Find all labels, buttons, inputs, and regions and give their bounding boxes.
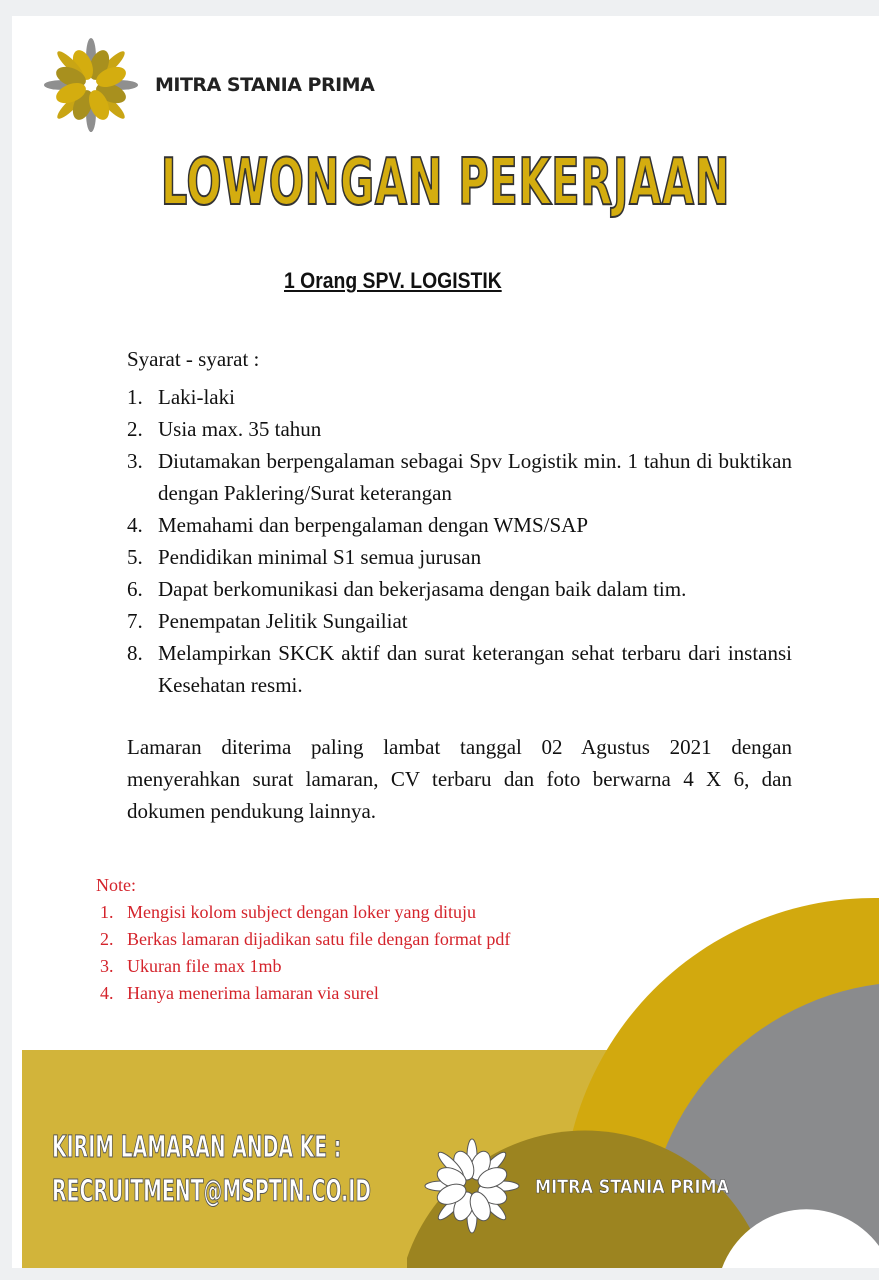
item-text: Mengisi kolom subject dengan loker yang dituju — [127, 902, 476, 922]
deadline-paragraph: Lamaran diterima paling lambat tanggal 02 Agustus 2021 dengan menyerahkan surat lamaran, CV terbaru dan foto berwarna 4 X 6, dan dokumen pendukung lainnya. — [127, 735, 792, 823]
item-text: Pendidikan minimal S1 semua jurusan — [158, 545, 482, 569]
item-number: 4. — [127, 513, 143, 537]
item-text: Ukuran file max 1mb — [127, 956, 282, 976]
item-number: 2. — [100, 929, 114, 949]
requirements-section — [127, 343, 792, 827]
email-address[interactable]: RECRUITMENT@MSPTIN.CO.ID — [52, 1174, 371, 1209]
item-text: Berkas lamaran dijadikan satu file dengan format pdf — [127, 929, 511, 949]
requirements-list — [127, 381, 792, 701]
notes-section — [96, 872, 510, 1007]
item-number: 5. — [127, 545, 143, 569]
item-number: 3. — [127, 449, 143, 473]
list-item — [127, 541, 792, 573]
company-name: MITRA STANIA PRIMA — [155, 74, 375, 96]
item-text: Penempatan Jelitik Sungailiat — [158, 609, 408, 633]
notes-list — [96, 899, 510, 1007]
item-text: Dapat berkomunikasi dan bekerjasama dengan baik dalam tim. — [158, 577, 687, 601]
footer-company-name: MITRA STANIA PRIMA — [535, 1176, 730, 1198]
company-logo-white-icon — [422, 1136, 522, 1236]
item-number: 6. — [127, 577, 143, 601]
item-text: Melampirkan SKCK aktif dan surat keterangan sehat terbaru dari instansi Kesehatan resmi. — [158, 641, 792, 697]
list-item — [127, 605, 792, 637]
item-text: Hanya menerima lamaran via surel — [127, 983, 379, 1003]
requirements-heading: Syarat - syarat : — [127, 347, 260, 371]
company-logo-icon — [42, 36, 140, 134]
page-title: LOWONGAN PEKERJAAN — [160, 146, 731, 220]
list-item — [127, 637, 792, 701]
note-item — [100, 926, 510, 953]
item-number: 4. — [100, 983, 114, 1003]
item-number: 2. — [127, 417, 143, 441]
note-heading: Note: — [96, 875, 136, 895]
item-number: 1. — [127, 385, 143, 409]
item-number: 3. — [100, 956, 114, 976]
item-text: Diutamakan berpengalaman sebagai Spv Logistik min. 1 tahun di buktikan dengan Paklering/Surat keterangan — [158, 449, 792, 505]
list-item — [127, 445, 792, 509]
list-item — [127, 413, 792, 445]
note-item — [100, 953, 510, 980]
item-number: 7. — [127, 609, 143, 633]
list-item — [127, 381, 792, 413]
job-poster — [12, 16, 879, 1268]
item-text: Usia max. 35 tahun — [158, 417, 322, 441]
note-item — [100, 980, 510, 1007]
item-text: Laki-laki — [158, 385, 235, 409]
item-number: 8. — [127, 641, 143, 665]
position-title: 1 Orang SPV. LOGISTIK — [284, 268, 502, 293]
item-number: 1. — [100, 902, 114, 922]
list-item — [127, 509, 792, 541]
item-text: Memahami dan berpengalaman dengan WMS/SAP — [158, 513, 589, 537]
list-item — [127, 573, 792, 605]
note-item — [100, 899, 510, 926]
send-label: KIRIM LAMARAN ANDA KE : — [52, 1130, 342, 1165]
send-application-block — [52, 1126, 371, 1214]
